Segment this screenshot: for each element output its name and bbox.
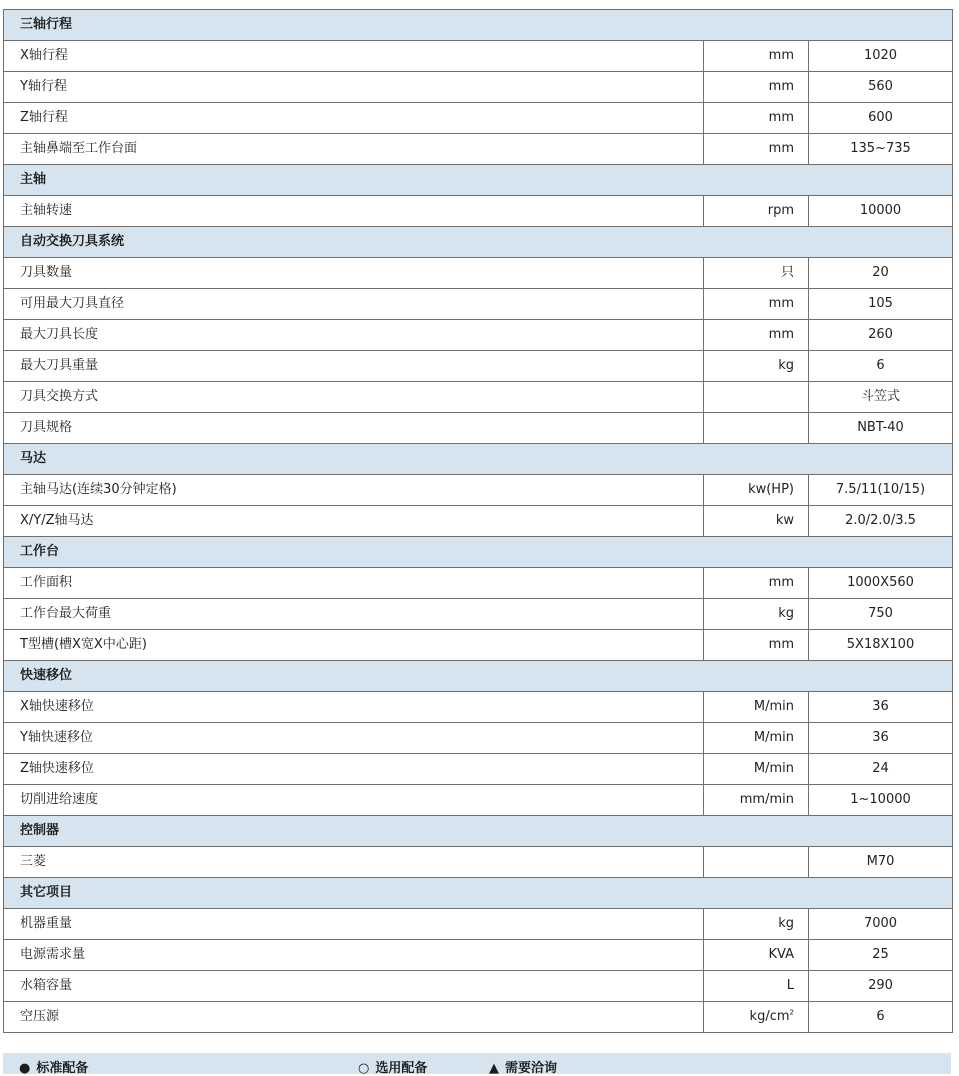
spec-name: 可用最大刀具直径 bbox=[4, 289, 704, 319]
legend-optional-label: 选用配备 bbox=[375, 1061, 428, 1076]
spec-row bbox=[4, 971, 952, 1002]
spec-value: 6 bbox=[876, 1009, 885, 1024]
section-header bbox=[4, 444, 952, 475]
spec-unit bbox=[704, 1002, 809, 1032]
spec-row bbox=[4, 103, 952, 134]
spec-unit-text: mm bbox=[768, 637, 794, 652]
spec-value: 36 bbox=[872, 730, 889, 745]
spec-row bbox=[4, 723, 952, 754]
spec-name: 三菱 bbox=[4, 847, 704, 877]
spec-unit-text: L bbox=[786, 978, 794, 993]
spec-unit bbox=[704, 568, 809, 598]
spec-value: 7.5/11(10/15) bbox=[835, 482, 926, 497]
spec-value: 20 bbox=[872, 265, 889, 280]
spec-value: 10000 bbox=[859, 203, 902, 218]
section-title: 主轴 bbox=[20, 172, 47, 187]
spec-row bbox=[4, 847, 952, 878]
legend-standard-label: 标准配备 bbox=[36, 1061, 89, 1076]
section-title: 三轴行程 bbox=[20, 17, 73, 32]
spec-value: 7000 bbox=[863, 916, 898, 931]
section-header bbox=[4, 816, 952, 847]
spec-name: T型槽(槽X宽X中心距) bbox=[4, 630, 704, 660]
spec-name: 主轴转速 bbox=[4, 196, 704, 226]
spec-row bbox=[4, 196, 952, 227]
spec-row bbox=[4, 630, 952, 661]
spec-value: 2.0/2.0/3.5 bbox=[845, 513, 916, 528]
spec-row bbox=[4, 351, 952, 382]
section-title: 工作台 bbox=[20, 544, 60, 559]
spec-unit-text: kg bbox=[778, 916, 794, 931]
spec-unit-text: kw(HP) bbox=[748, 482, 794, 497]
spec-unit bbox=[704, 847, 809, 877]
spec-name: 刀具规格 bbox=[4, 413, 704, 443]
spec-value: 36 bbox=[872, 699, 889, 714]
spec-unit bbox=[704, 413, 809, 443]
spec-unit bbox=[704, 692, 809, 722]
section-header bbox=[4, 661, 952, 692]
spec-value: NBT-40 bbox=[857, 420, 904, 435]
spec-name: 空压源 bbox=[4, 1002, 704, 1032]
spec-unit bbox=[704, 134, 809, 164]
spec-row bbox=[4, 72, 952, 103]
spec-name: 刀具交换方式 bbox=[4, 382, 704, 412]
spec-unit-text: KVA bbox=[768, 947, 794, 962]
spec-unit-superscript: 2 bbox=[789, 1008, 794, 1017]
section-header bbox=[4, 227, 952, 258]
spec-value: 290 bbox=[868, 978, 893, 993]
spec-unit bbox=[704, 382, 809, 412]
spec-unit-text: mm bbox=[768, 296, 794, 311]
spec-unit bbox=[704, 103, 809, 133]
spec-unit bbox=[704, 599, 809, 629]
triangle-icon: ▲ bbox=[489, 1061, 499, 1076]
spec-row bbox=[4, 785, 952, 816]
spec-name: 水箱容量 bbox=[4, 971, 704, 1001]
spec-value: M70 bbox=[866, 854, 895, 869]
spec-unit bbox=[704, 258, 809, 288]
spec-row bbox=[4, 258, 952, 289]
section-header bbox=[4, 165, 952, 196]
legend-standard bbox=[19, 1057, 88, 1076]
spec-row bbox=[4, 289, 952, 320]
spec-value: 24 bbox=[872, 761, 889, 776]
spec-name: 切削进给速度 bbox=[4, 785, 704, 815]
spec-unit bbox=[704, 785, 809, 815]
legend-inquiry bbox=[489, 1057, 557, 1076]
spec-unit bbox=[704, 630, 809, 660]
spec-unit-text: mm bbox=[768, 327, 794, 342]
spec-unit-text: mm/min bbox=[739, 792, 794, 807]
spec-row bbox=[4, 692, 952, 723]
spec-value: 斗笠式 bbox=[860, 389, 900, 404]
section-header bbox=[4, 537, 952, 568]
spec-row bbox=[4, 506, 952, 537]
filled-circle-icon: ● bbox=[19, 1061, 31, 1076]
spec-unit-text: 只 bbox=[780, 265, 794, 280]
hollow-circle-icon: ○ bbox=[358, 1061, 370, 1076]
spec-value: 6 bbox=[876, 358, 885, 373]
section-title: 自动交换刀具系统 bbox=[20, 234, 125, 249]
spec-row bbox=[4, 754, 952, 785]
spec-unit bbox=[704, 475, 809, 505]
spec-unit-text: kw bbox=[775, 513, 794, 528]
spec-unit bbox=[704, 41, 809, 71]
legend-bar bbox=[3, 1053, 951, 1074]
spec-row bbox=[4, 320, 952, 351]
spec-unit-text: mm bbox=[768, 575, 794, 590]
section-title: 快速移位 bbox=[20, 668, 73, 683]
spec-name: 工作台最大荷重 bbox=[4, 599, 704, 629]
spec-unit bbox=[704, 72, 809, 102]
spec-name: Z轴快速移位 bbox=[4, 754, 704, 784]
section-title: 控制器 bbox=[20, 823, 60, 838]
spec-unit bbox=[704, 289, 809, 319]
spec-row bbox=[4, 382, 952, 413]
spec-value: 25 bbox=[872, 947, 889, 962]
spec-name: Y轴行程 bbox=[4, 72, 704, 102]
spec-unit bbox=[704, 971, 809, 1001]
spec-name: 工作面积 bbox=[4, 568, 704, 598]
spec-unit bbox=[704, 196, 809, 226]
spec-unit bbox=[704, 351, 809, 381]
spec-unit-text: mm bbox=[768, 141, 794, 156]
spec-name: X轴快速移位 bbox=[4, 692, 704, 722]
spec-value: 1~10000 bbox=[850, 792, 911, 807]
spec-unit bbox=[704, 506, 809, 536]
spec-name: 主轴鼻端至工作台面 bbox=[4, 134, 704, 164]
spec-value: 105 bbox=[868, 296, 893, 311]
spec-row bbox=[4, 599, 952, 630]
spec-row bbox=[4, 940, 952, 971]
spec-unit-text: mm bbox=[768, 79, 794, 94]
spec-name: 机器重量 bbox=[4, 909, 704, 939]
spec-value: 560 bbox=[868, 79, 893, 94]
spec-unit-text: kg bbox=[778, 358, 794, 373]
spec-value: 1000X560 bbox=[847, 575, 914, 590]
spec-value: 260 bbox=[868, 327, 893, 342]
section-title: 马达 bbox=[20, 451, 47, 466]
spec-unit bbox=[704, 940, 809, 970]
spec-unit bbox=[704, 320, 809, 350]
spec-value: 135~735 bbox=[850, 141, 911, 156]
spec-unit-text: rpm bbox=[767, 203, 794, 218]
spec-unit-text: mm bbox=[768, 48, 794, 63]
spec-unit-text: mm bbox=[768, 110, 794, 125]
section-header bbox=[4, 10, 952, 41]
spec-unit-text: kg bbox=[778, 606, 794, 621]
spec-table bbox=[3, 9, 953, 1033]
spec-name: 电源需求量 bbox=[4, 940, 704, 970]
spec-value: 5X18X100 bbox=[846, 637, 915, 652]
spec-value: 750 bbox=[868, 606, 893, 621]
spec-unit bbox=[704, 909, 809, 939]
spec-value: 600 bbox=[868, 110, 893, 125]
spec-row bbox=[4, 134, 952, 165]
spec-name: Y轴快速移位 bbox=[4, 723, 704, 753]
spec-unit bbox=[704, 754, 809, 784]
spec-row bbox=[4, 568, 952, 599]
section-title: 其它项目 bbox=[20, 885, 73, 900]
spec-name: 最大刀具长度 bbox=[4, 320, 704, 350]
spec-unit-text: M/min bbox=[753, 761, 794, 776]
spec-row bbox=[4, 475, 952, 506]
spec-name: X轴行程 bbox=[4, 41, 704, 71]
spec-row bbox=[4, 909, 952, 940]
section-header bbox=[4, 878, 952, 909]
spec-row bbox=[4, 41, 952, 72]
spec-unit bbox=[704, 723, 809, 753]
spec-value: 1020 bbox=[863, 48, 898, 63]
spec-name: 最大刀具重量 bbox=[4, 351, 704, 381]
spec-row bbox=[4, 413, 952, 444]
spec-name: Z轴行程 bbox=[4, 103, 704, 133]
spec-name: 刀具数量 bbox=[4, 258, 704, 288]
spec-name: 主轴马达(连续30分钟定格) bbox=[4, 475, 704, 505]
spec-unit-text: kg/cm bbox=[749, 1009, 790, 1024]
legend-optional bbox=[358, 1057, 427, 1076]
spec-name: X/Y/Z轴马达 bbox=[4, 506, 704, 536]
spec-row bbox=[4, 1002, 952, 1033]
spec-unit-text: M/min bbox=[753, 730, 794, 745]
spec-unit-text: M/min bbox=[753, 699, 794, 714]
legend-inquiry-label: 需要洽询 bbox=[505, 1061, 558, 1076]
